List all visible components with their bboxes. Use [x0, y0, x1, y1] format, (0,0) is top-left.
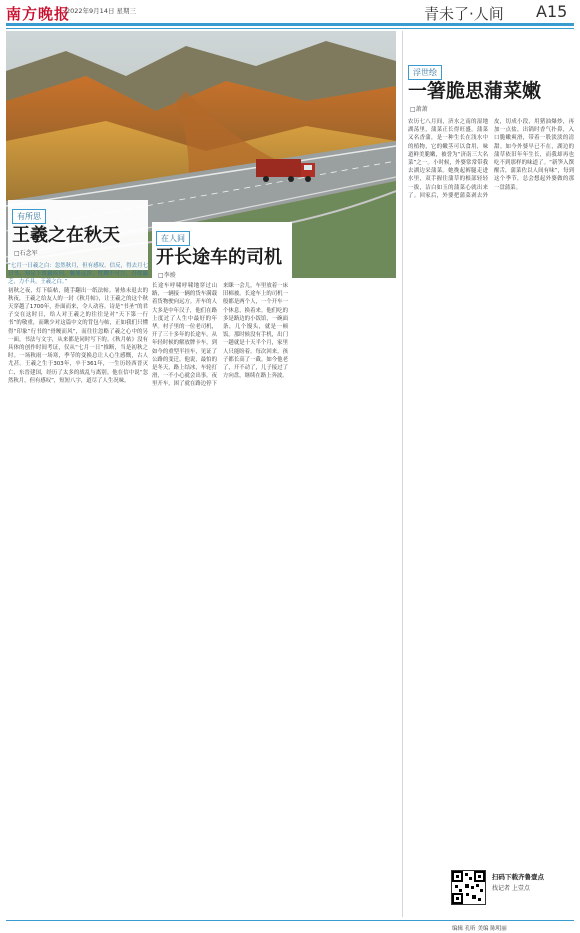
app-promo-title: 扫码下载齐鲁壹点 — [492, 873, 544, 881]
app-promo-subtitle: 找记者 上壹点 — [492, 885, 530, 892]
qr-code-icon — [452, 871, 485, 904]
issue-date: 2022年9月14日 星期三 — [66, 7, 137, 15]
left-tag-label: 有所思 — [12, 209, 46, 224]
right-article-body: 农历七八月间，济水之南的湿地湖荡里，蒲菜正长得旺盛。蒲菜又名香蒲，是一种生长在浅水中的植物，它的嫩茎可以食用，味道鲜美脆嫩，被誉为“济南三大名菜”之一。小时候，外婆常常带我去湖边采蒲菜。她挽起裤腿走进水里，双手握住蒲草的根部轻轻一拔，洁白如玉的蒲菜心就出来了。回家后，外婆把蒲菜剥去外皮，切成小段，用猪油爆炒，再加一点盐，出锅时香气扑鼻，入口脆嫩爽滑，带着一股淡淡的清甜。如今外婆早已不在，湖边的蒲草依旧年年生长，而我却再也吃不到那样的味道了。“新笋入馔醒舌，蒲菜佐以人间有味”，每到这个季节，总会想起外婆做的那一盘蒲菜。 — [408, 119, 574, 199]
left-article-text: 初秋之夜，灯下临帖，随手翻出一纸法帖。暑热未退去的秋夜，王羲之给友人的一封《秋月帖》，让王羲之的这个秋天穿越了1700年，扑面而来，令人动容。诗是“书圣”的君子交在这时日，给人对王羲之的往往是对“天下第一行书”的敬重，而瞅少对这篇中文的背包与帖，正如我们只懂得“印象”行书的“骨鲠而风”，而往往忽略了羲之心中的另一面。书法与文字，从来都是同时写下的。《秋月帖》没有具体的创作时间考证，仅从“七月一日”推断，当是初秋之时。一场秋雨一场寒，季节的变换总让人心生感慨，古人尤甚。王羲之生于303年，卒于361年，一生历经西晋灭亡、东晋建国，经历了太多的战乱与离别。他在信中说“忽然秋月，但有感叹”，短短八字，道尽了人生况味。 — [8, 287, 148, 384]
middle-tag-label: 在人间 — [156, 231, 190, 246]
left-article-body — [8, 262, 148, 916]
editor-credit: 编辑 孔昕 美编 陈明丽 — [452, 926, 507, 932]
footer-rule — [6, 920, 574, 921]
newspaper-logo: 南方晚报 — [6, 5, 71, 23]
left-article-title: 王羲之在秋天 — [12, 225, 120, 246]
right-article-author: □萧萧 — [410, 106, 428, 113]
right-article-title: 一箸脆思蒲菜嫩 — [408, 80, 542, 102]
middle-article-body: 长途车呼啸呼啸地穿过山路，一辆接一辆的货车满载着货物驶向远方。开车的人大多是中年汉子，他们在路上度过了人生中最好的年华。村子里的一位老司机，开了三十多年的长途车，从年轻时候的解放牌卡车，到如今的重型半挂车，见证了公路的变迁。他说，最怕的是冬天，路上结冰，车轮打滑，一不小心就会出事。夜里开车，困了就在路边停下来眯一会儿，车里放着一床旧棉被。长途车上的司机一般都是两个人，一个开车一个休息，换着来。他们吃的多是路边的小饭馆，一碗面条，几个馒头，就是一顿饭。那时候没有手机，出门一趟就是十天半个月，家里人只能盼着。每次回来，孩子都长高了一截。如今他老了，开不动了，儿子接过了方向盘，继续在路上奔波。 — [152, 283, 288, 388]
right-tag-label: 浮世绘 — [408, 65, 442, 80]
page-number: A15 — [536, 2, 568, 21]
header-rule-thin — [6, 28, 574, 29]
column-divider — [402, 31, 403, 917]
section-title: 青未了·人间 — [424, 5, 504, 23]
middle-article-author: □李竣 — [158, 272, 176, 279]
left-article-author: □石念军 — [14, 250, 38, 257]
middle-article-title: 开长途车的司机 — [156, 247, 282, 268]
qr-code[interactable] — [451, 870, 486, 905]
left-article-lead: “七月一日羲之白：忽然秋月，但有感叹。信反，得去月七日书，知足下故羸疾问，触暑远涉，忧卿不可言，吾故羸乏，力不具。王羲之白。” — [8, 263, 148, 286]
header-rule — [6, 23, 574, 26]
